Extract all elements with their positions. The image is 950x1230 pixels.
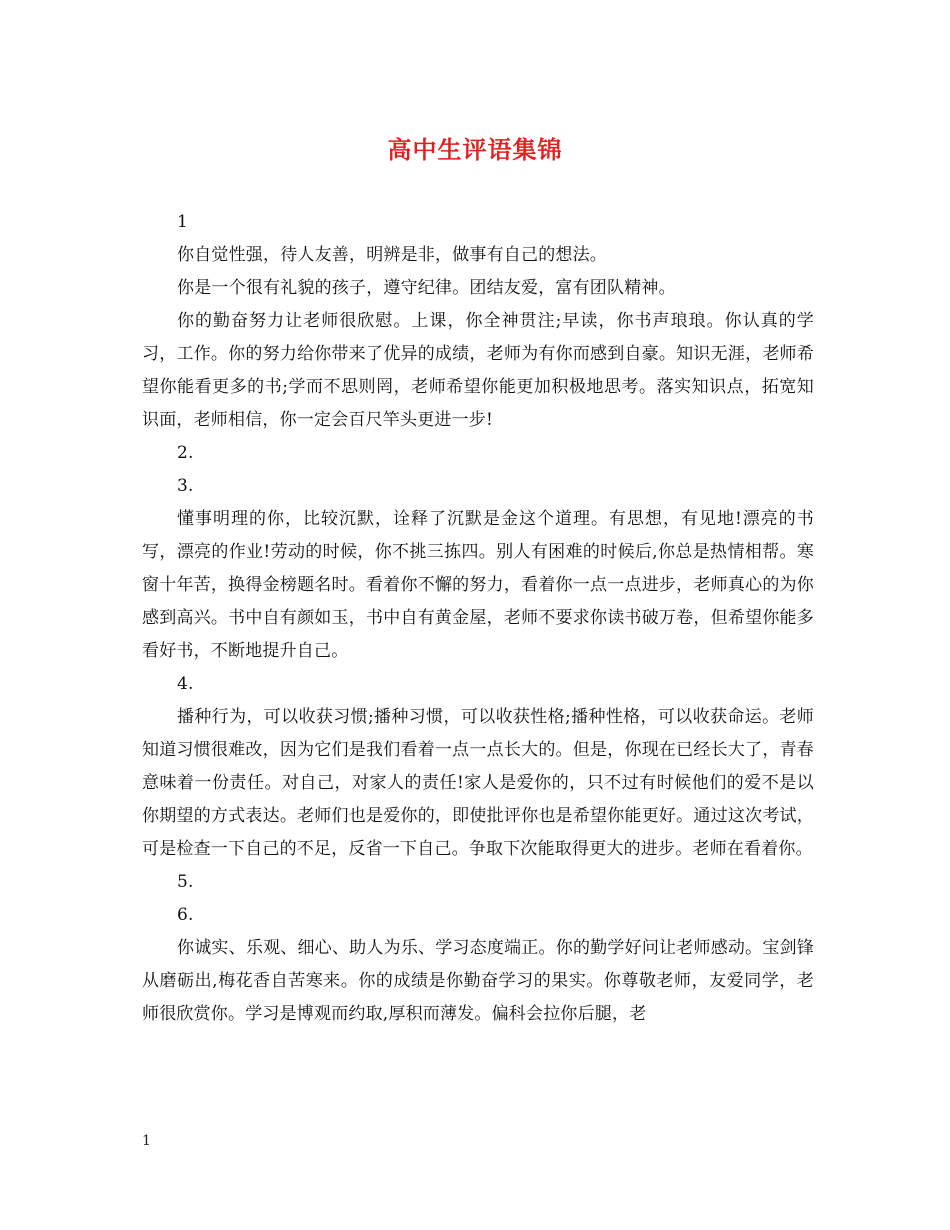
paragraph: 5. (177, 872, 194, 892)
page-number: 1 (142, 1133, 151, 1149)
document-body (142, 206, 814, 1031)
paragraph: 6. (177, 905, 194, 925)
paragraph: 3. (177, 476, 194, 496)
paragraph: 你的勤奋努力让老师很欣慰。上课，你全神贯注;早读，你书声琅琅。你认真的学习，工作。你的努力给你带来了优异的成绩，老师为有你而感到自豪。知识无涯，老师希望你能看更多的书;学而不思则罔，老师希望你能更加积极地思考。落实知识点，拓宽知识面，老师相信，你一定会百尺竿头更进一步! (142, 311, 814, 430)
document-title: 高中生评语集锦 (387, 136, 563, 164)
paragraph: 你自觉性强，待人友善，明辨是非，做事有自己的想法。 (177, 245, 607, 265)
paragraph: 播种行为，可以收获习惯;播种习惯，可以收获性格;播种性格，可以收获命运。老师知道习惯很难改，因为它们是我们看着一点一点长大的。但是，你现在已经长大了，青春意味着一份责任。对自己，对家人的责任!家人是爱你的，只不过有时候他们的爱不是以你期望的方式表达。老师们也是爱你的，即使批评你也是希望你能更好。通过这次考试，可是检查一下自己的不足，反省一下自己。争取下次能取得更大的进步。老师在看着你。 (142, 707, 814, 859)
paragraph: 2. (177, 443, 194, 463)
paragraph: 你是一个很有礼貌的孩子，遵守纪律。团结友爱，富有团队精神。 (177, 278, 676, 298)
paragraph: 你诚实、乐观、细心、助人为乐、学习态度端正。你的勤学好问让老师感动。宝剑锋从磨砺出,梅花香自苦寒来。你的成绩是你勤奋学习的果实。你尊敬老师，友爱同学，老师很欣赏你。学习是博观而约取,厚积而薄发。偏科会拉你后腿，老 (142, 938, 814, 1024)
paragraph: 4. (177, 674, 194, 694)
paragraph: 懂事明理的你，比较沉默，诠释了沉默是金这个道理。有思想，有见地!漂亮的书写，漂亮的作业!劳动的时候，你不挑三拣四。别人有困难的时候后,你总是热情相帮。寒窗十年苦，换得金榜题名时。看着你不懈的努力，看着你一点一点进步，老师真心的为你感到高兴。书中自有颜如玉，书中自有黄金屋，老师不要求你读书破万卷，但希望你能多看好书，不断地提升自己。 (142, 509, 814, 661)
paragraph: 1 (177, 212, 189, 232)
